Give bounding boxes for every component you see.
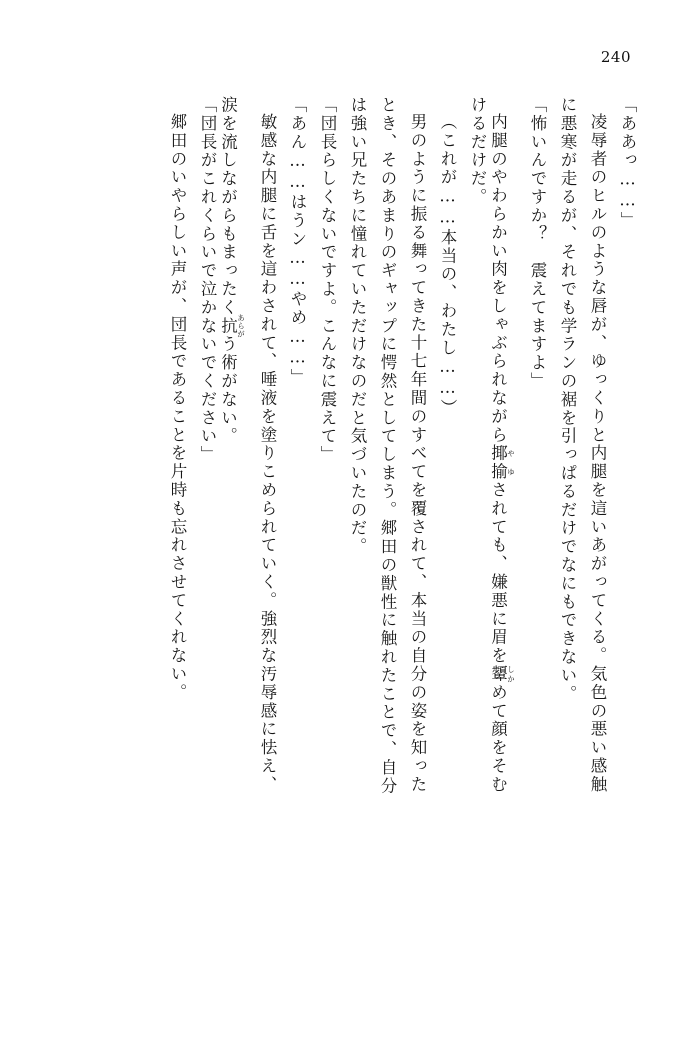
text-column: 「団長らしくないですよ。こんなに震えて」	[318, 96, 337, 464]
page-number: 240	[600, 48, 631, 66]
text-column: 男のように振る舞ってきた十七年間のすべてを覆されて、本当の自分の姿を知った	[408, 113, 427, 794]
text-column: 敏感な内腿に舌を這わされて、唾液を塗りこめられていく。強烈な汚辱感に怯え、	[258, 113, 277, 794]
text-column: に悪寒が走るが、それでも学ランの裾を引っぱるだけでなにもできない。	[558, 96, 577, 704]
text-column: 「あん……はうン……やめ……」	[288, 96, 307, 387]
text-column: とき、そのあまりのギャップに愕然としてしまう。郷田の獣性に触れたことで、自分	[378, 96, 397, 796]
text-column: 郷田のいやらしい声が、団長であることを片時も忘れさせてくれない。	[168, 113, 187, 702]
text-column: 内腿のやわらかい肉をしゃぶられながら揶揄 やゆされても、嫌悪に眉を顰 しかめて顔をそむ	[488, 113, 516, 794]
text-column: 「団長がこれくらいで泣かないでください」	[198, 96, 217, 464]
text-column: 凌辱者のヒルのような唇が、ゆっくりと内腿を這いあがってくる。気色の悪い感触	[588, 113, 607, 794]
text-column: 「ああっ……」	[618, 96, 637, 230]
text-column: 「怖いんですか？ 震えてますよ」	[528, 96, 547, 391]
text-column: けるだけだ。	[468, 96, 487, 207]
text-column: （これが……本当の、わたし……）	[438, 113, 457, 418]
text-column: は強い兄たちに憧れていただけなのだと気づいたのだ。	[348, 96, 367, 556]
text-column: 涙を流しながらもまったく抗 あらがう術がない。	[218, 96, 246, 446]
vertical-text-body	[62, 96, 635, 992]
